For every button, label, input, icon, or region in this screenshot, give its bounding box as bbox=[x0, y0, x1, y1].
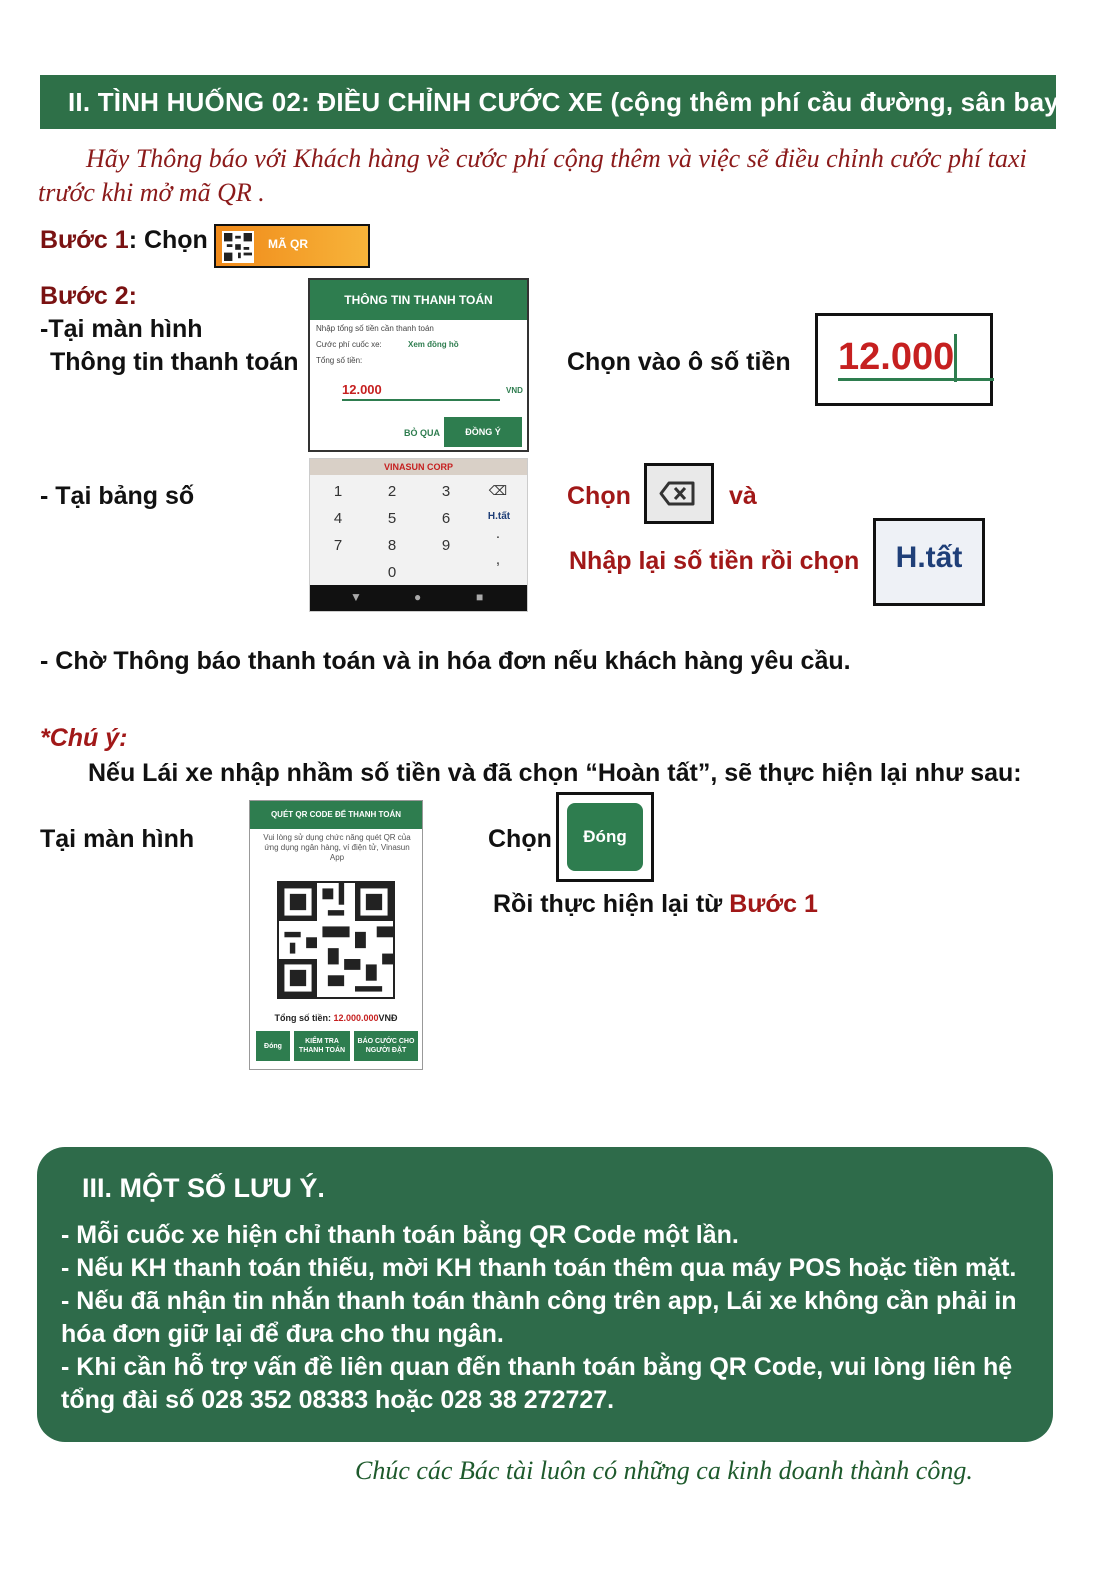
back-nav-icon[interactable]: ▼ bbox=[350, 590, 362, 604]
key-htat[interactable]: H.tất bbox=[487, 511, 511, 522]
step2-line1: -Tại màn hình bbox=[40, 315, 203, 343]
note-choose-text: Chọn bbox=[488, 825, 552, 853]
key-9[interactable]: 9 bbox=[441, 537, 451, 554]
qr-screen-desc: Vui lòng sử dụng chức năng quét QR của ứng dụng ngân hàng, ví điện tử, Vinasun App bbox=[263, 833, 411, 862]
choose-text: Chọn bbox=[567, 482, 631, 510]
step1-label: Bước 1 bbox=[40, 226, 129, 254]
report-fare-button[interactable]: BÁO CƯỚC CHO NGƯỜI ĐẶT bbox=[354, 1031, 418, 1061]
close-button-zoom[interactable] bbox=[556, 792, 654, 882]
at-screen-text: Tại màn hình bbox=[40, 825, 195, 853]
qr-total bbox=[250, 1013, 422, 1023]
payment-screen-title: THÔNG TIN THANH TOÁN bbox=[310, 280, 527, 320]
agree-button[interactable]: ĐỒNG Ý bbox=[444, 417, 522, 447]
qr-code-image bbox=[277, 881, 395, 999]
qr-total-currency: VNĐ bbox=[378, 1013, 398, 1023]
fare-label: Cước phí cuốc xe: bbox=[316, 340, 382, 349]
close-button-label: Đóng bbox=[567, 803, 643, 871]
fare-value: Xem đồng hồ bbox=[408, 340, 459, 349]
wait-text: - Chờ Thông báo thanh toán và in hóa đơn nếu khách hàng yêu cầu. bbox=[40, 647, 851, 675]
amount-input[interactable]: 12.000 bbox=[342, 382, 382, 397]
and-text: và bbox=[729, 482, 757, 510]
backspace-button[interactable] bbox=[644, 463, 714, 524]
amount-field-zoom[interactable] bbox=[815, 313, 993, 406]
notes-item: - Nếu KH thanh toán thiếu, mời KH thanh toán thêm qua máy POS hoặc tiền mặt. bbox=[61, 1254, 1017, 1282]
key-6[interactable]: 6 bbox=[441, 510, 451, 527]
intro-text: Hãy Thông báo với Khách hàng về cước phí cộng thêm và việc sẽ điều chỉnh cước phí taxi trước khi mở mã QR . bbox=[38, 144, 1027, 207]
qr-total-value: 12.000.000 bbox=[333, 1013, 379, 1023]
android-nav-bar bbox=[310, 585, 527, 611]
recents-nav-icon[interactable]: ■ bbox=[476, 590, 484, 604]
check-payment-button[interactable]: KIỂM TRA THANH TOÁN bbox=[294, 1031, 350, 1061]
home-nav-icon[interactable]: ● bbox=[414, 590, 422, 604]
note-title: *Chú ý: bbox=[40, 724, 128, 752]
payment-prompt: Nhập tổng số tiền cần thanh toán bbox=[316, 324, 434, 333]
step1-line bbox=[40, 226, 208, 255]
htat-button[interactable] bbox=[873, 518, 985, 606]
key-dot[interactable]: . bbox=[495, 525, 501, 542]
qr-payment-screen bbox=[249, 800, 423, 1070]
section-header: II. TÌNH HUỐNG 02: ĐIỀU CHỈNH CƯỚC XE (cộng thêm phí cầu đường, sân bay,...) bbox=[40, 75, 1056, 129]
redo-line bbox=[493, 890, 818, 919]
key-0[interactable]: 0 bbox=[387, 564, 397, 581]
qr-code-button[interactable] bbox=[214, 224, 370, 268]
key-8[interactable]: 8 bbox=[387, 537, 397, 554]
notes-title: III. MỘT SỐ LƯU Ý. bbox=[82, 1173, 325, 1203]
step2-label: Bước 2: bbox=[40, 282, 138, 310]
big-amount: 12.000 bbox=[838, 336, 955, 378]
redo-step: Bước 1 bbox=[729, 890, 818, 918]
key-5[interactable]: 5 bbox=[387, 510, 397, 527]
key-4[interactable]: 4 bbox=[333, 510, 343, 527]
key-backspace[interactable]: ⌫ bbox=[488, 483, 508, 498]
key-3[interactable]: 3 bbox=[441, 483, 451, 500]
payment-info-screen bbox=[308, 278, 529, 452]
text-cursor bbox=[954, 334, 957, 382]
numeric-keypad bbox=[309, 458, 528, 612]
amount-field-underline bbox=[838, 378, 994, 381]
reenter-text: Nhập lại số tiền rồi chọn bbox=[569, 547, 860, 575]
notes-box bbox=[37, 1147, 1053, 1442]
key-7[interactable]: 7 bbox=[333, 537, 343, 554]
backspace-icon bbox=[647, 466, 711, 521]
qr-total-label: Tổng số tiền: bbox=[274, 1013, 334, 1023]
keypad-brand: VINASUN CORP bbox=[310, 459, 527, 475]
qr-button-label: MÃ QR bbox=[268, 237, 308, 251]
keypad-label: - Tại bảng số bbox=[40, 482, 195, 510]
key-1[interactable]: 1 bbox=[333, 483, 343, 500]
qr-close-button[interactable]: Đóng bbox=[256, 1031, 290, 1061]
notes-item: - Mỗi cuốc xe hiện chỉ thanh toán bằng QR Code một lần. bbox=[61, 1221, 739, 1249]
footer-text: Chúc các Bác tài luôn có những ca kinh doanh thành công. bbox=[355, 1456, 973, 1485]
htat-label: H.tất bbox=[895, 541, 963, 574]
key-2[interactable]: 2 bbox=[387, 483, 397, 500]
qr-screen-title: QUÉT QR CODE ĐỂ THANH TOÁN bbox=[250, 801, 422, 829]
skip-button[interactable]: BỎ QUA bbox=[404, 428, 440, 438]
amount-underline bbox=[342, 399, 500, 401]
choose-amount-text: Chọn vào ô số tiền bbox=[567, 348, 791, 376]
total-label: Tổng số tiền: bbox=[316, 356, 363, 365]
step2-line2: Thông tin thanh toán bbox=[50, 348, 299, 376]
redo-text: Rồi thực hiện lại từ bbox=[493, 890, 730, 918]
step1-after: : Chọn bbox=[128, 226, 208, 254]
notes-item: - Khi cần hỗ trợ vấn đề liên quan đến thanh toán bằng QR Code, vui lòng liên hệ tổng đài số 028 352 08383 hoặc 028 38 272727. bbox=[61, 1353, 1013, 1414]
key-comma[interactable]: , bbox=[495, 551, 501, 568]
notes-item: - Nếu đã nhận tin nhắn thanh toán thành công trên app, Lái xe không cần phải in hóa đơn giữ lại để đưa cho thu ngân. bbox=[61, 1287, 1017, 1348]
qr-icon bbox=[222, 231, 254, 263]
note-text: Nếu Lái xe nhập nhầm số tiền và đã chọn “Hoàn tất”, sẽ thực hiện lại như sau: bbox=[88, 759, 1022, 787]
currency-label: VND bbox=[506, 386, 523, 395]
